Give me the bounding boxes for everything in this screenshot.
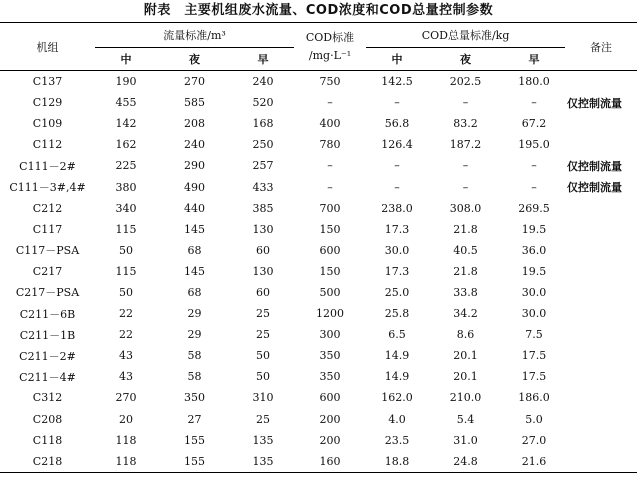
cod-total-early-cell: 180.0 bbox=[518, 75, 550, 89]
cod-total-mid-cell: 56.8 bbox=[384, 117, 410, 131]
flow-night-cell: 29 bbox=[187, 307, 202, 321]
flow-early-cell: 50 bbox=[256, 349, 270, 363]
unit-cell: C117－PSA bbox=[15, 244, 80, 258]
flow-night-cell: 58 bbox=[187, 370, 202, 384]
unit-cell: C218 bbox=[0, 451, 95, 473]
table-row bbox=[0, 71, 637, 93]
flow-early-cell: 250 bbox=[252, 138, 274, 152]
cod-total-mid-cell: 17.3 bbox=[384, 264, 410, 278]
cod-total-mid-cell: 14.9 bbox=[384, 370, 410, 384]
cod-total-early-cell: – bbox=[531, 180, 537, 194]
cod-total-early-cell: 19.5 bbox=[521, 222, 547, 236]
flow-night-cell: 350 bbox=[184, 391, 205, 405]
table-row bbox=[0, 113, 637, 134]
header-total-shift-early: 早 bbox=[503, 48, 565, 71]
flow-mid-cell: 22 bbox=[119, 328, 133, 342]
note-cell bbox=[565, 324, 637, 345]
flow-night-cell: 490 bbox=[184, 180, 205, 194]
note-cell bbox=[565, 303, 637, 324]
cod-total-early-cell: 67.2 bbox=[521, 117, 547, 131]
cod-total-mid-cell: – bbox=[394, 159, 400, 173]
flow-early-cell: 25 bbox=[256, 307, 270, 321]
unit-cell: C211－4# bbox=[19, 370, 76, 384]
table-row bbox=[0, 261, 637, 282]
cod-total-night-cell: 20.1 bbox=[453, 370, 478, 384]
cod-standard-cell: 750 bbox=[319, 75, 341, 89]
unit-cell: C211－6B bbox=[19, 307, 76, 321]
flow-mid-cell: 340 bbox=[115, 201, 137, 215]
flow-night-cell: 68 bbox=[187, 285, 202, 299]
header-total-shift-mid: 中 bbox=[366, 48, 428, 71]
unit-cell: C312 bbox=[32, 391, 63, 405]
flow-night-cell: 270 bbox=[184, 75, 205, 89]
header-row-1 bbox=[0, 23, 637, 48]
cod-total-early-cell: 17.5 bbox=[521, 349, 547, 363]
table-row bbox=[0, 282, 637, 303]
unit-cell: C111－2# bbox=[19, 159, 76, 173]
cod-total-mid-cell: 23.5 bbox=[384, 433, 410, 447]
flow-mid-cell: 142 bbox=[115, 117, 137, 131]
note-cell bbox=[565, 451, 637, 473]
unit-cell: C212 bbox=[32, 201, 63, 215]
note-cell: 仅控制流量 bbox=[567, 181, 623, 195]
flow-mid-cell: 118 bbox=[95, 451, 157, 473]
flow-mid-cell: 162 bbox=[115, 138, 137, 152]
unit-cell: C211－2# bbox=[19, 349, 76, 363]
header-flow-shift-early: 早 bbox=[232, 48, 294, 71]
table-row bbox=[0, 387, 637, 408]
flow-mid-cell: 190 bbox=[115, 75, 137, 89]
flow-early-cell: 135 bbox=[252, 433, 274, 447]
cod-total-mid-cell: 17.3 bbox=[384, 222, 410, 236]
flow-night-cell: 145 bbox=[184, 264, 205, 278]
cod-standard-cell: 780 bbox=[319, 138, 341, 152]
header-flow-shift-night: 夜 bbox=[157, 48, 232, 71]
cod-standard-cell: 500 bbox=[319, 285, 341, 299]
header-note: 备注 bbox=[565, 23, 637, 71]
flow-mid-cell: 115 bbox=[115, 222, 137, 236]
unit-cell: C217 bbox=[32, 264, 63, 278]
table-row bbox=[0, 134, 637, 155]
flow-night-cell: 27 bbox=[187, 412, 202, 426]
table-row bbox=[0, 176, 637, 197]
header-cod-standard-line2: /mg·L⁻¹ bbox=[308, 48, 352, 62]
cod-total-mid-cell: 14.9 bbox=[384, 349, 410, 363]
flow-early-cell: 25 bbox=[256, 412, 270, 426]
cod-total-mid-cell: 142.5 bbox=[381, 75, 413, 89]
cod-total-mid-cell: 162.0 bbox=[381, 391, 413, 405]
cod-total-early-cell: 30.0 bbox=[521, 307, 547, 321]
note-cell bbox=[565, 240, 637, 261]
table-title: 附表 主要机组废水流量、COD浓度和COD总量控制参数 bbox=[143, 3, 494, 18]
control-parameters-table bbox=[0, 22, 637, 473]
cod-total-mid-cell: 18.8 bbox=[366, 451, 428, 473]
cod-total-early-cell: 30.0 bbox=[521, 285, 547, 299]
flow-night-cell: 290 bbox=[184, 159, 205, 173]
note-cell bbox=[565, 219, 637, 240]
flow-mid-cell: 22 bbox=[119, 307, 133, 321]
header-cod-total-group: COD总量标准/kg bbox=[366, 23, 565, 48]
flow-night-cell: 208 bbox=[184, 117, 205, 131]
cod-total-night-cell: 187.2 bbox=[449, 138, 482, 152]
cod-standard-cell: 600 bbox=[319, 391, 341, 405]
table-row bbox=[0, 92, 637, 113]
cod-total-early-cell: 7.5 bbox=[525, 328, 543, 342]
flow-mid-cell: 20 bbox=[119, 412, 133, 426]
cod-total-early-cell: 17.5 bbox=[521, 370, 547, 384]
note-cell: 仅控制流量 bbox=[567, 159, 623, 173]
cod-total-mid-cell: 4.0 bbox=[388, 412, 406, 426]
header-flow-group: 流量标准/m³ bbox=[95, 23, 294, 48]
flow-early-cell: 60 bbox=[256, 243, 270, 257]
flow-night-cell: 155 bbox=[157, 451, 232, 473]
unit-cell: C211－1B bbox=[19, 328, 76, 342]
cod-total-early-cell: 5.0 bbox=[525, 412, 543, 426]
flow-mid-cell: 43 bbox=[119, 370, 133, 384]
flow-mid-cell: 380 bbox=[115, 180, 137, 194]
table-row bbox=[0, 345, 637, 366]
cod-total-night-cell: 5.4 bbox=[456, 412, 475, 426]
cod-total-night-cell: 21.8 bbox=[453, 222, 478, 236]
note-cell bbox=[565, 134, 637, 155]
cod-total-mid-cell: 30.0 bbox=[384, 243, 410, 257]
cod-standard-cell: 350 bbox=[319, 349, 341, 363]
note-cell bbox=[565, 345, 637, 366]
flow-early-cell: 257 bbox=[252, 159, 274, 173]
table-row bbox=[0, 240, 637, 261]
note-cell bbox=[565, 282, 637, 303]
cod-total-night-cell: – bbox=[462, 159, 469, 173]
cod-standard-cell: 300 bbox=[319, 328, 341, 342]
flow-night-cell: 145 bbox=[184, 222, 205, 236]
cod-total-night-cell: 202.5 bbox=[449, 75, 482, 89]
flow-mid-cell: 43 bbox=[119, 349, 133, 363]
flow-early-cell: 520 bbox=[252, 96, 274, 110]
flow-early-cell: 168 bbox=[252, 117, 274, 131]
cod-total-early-cell: 269.5 bbox=[518, 201, 550, 215]
flow-early-cell: 130 bbox=[252, 264, 274, 278]
note-cell bbox=[565, 387, 637, 408]
unit-cell: C208 bbox=[32, 412, 63, 426]
cod-standard-cell: 160 bbox=[294, 451, 366, 473]
cod-total-early-cell: 27.0 bbox=[521, 433, 547, 447]
table-row bbox=[0, 451, 637, 473]
unit-cell: C109 bbox=[32, 117, 63, 131]
flow-night-cell: 29 bbox=[187, 328, 202, 342]
cod-total-early-cell: – bbox=[531, 96, 537, 110]
table-row bbox=[0, 155, 637, 176]
cod-total-night-cell: 21.8 bbox=[453, 264, 478, 278]
flow-mid-cell: 50 bbox=[119, 243, 133, 257]
cod-standard-cell: 1200 bbox=[316, 307, 345, 321]
cod-standard-cell: 350 bbox=[319, 370, 341, 384]
cod-total-early-cell: 36.0 bbox=[521, 243, 547, 257]
table-row bbox=[0, 366, 637, 387]
table-body bbox=[0, 71, 637, 473]
cod-total-early-cell: 19.5 bbox=[521, 264, 547, 278]
cod-total-night-cell: 210.0 bbox=[449, 391, 482, 405]
table-row bbox=[0, 409, 637, 430]
note-cell bbox=[565, 198, 637, 219]
cod-standard-cell: 600 bbox=[319, 243, 341, 257]
cod-total-night-cell: 34.2 bbox=[453, 307, 478, 321]
unit-cell: C129 bbox=[32, 96, 63, 110]
flow-mid-cell: 118 bbox=[115, 433, 137, 447]
cod-total-mid-cell: 238.0 bbox=[381, 201, 413, 215]
cod-total-mid-cell: 6.5 bbox=[388, 328, 406, 342]
cod-total-night-cell: 40.5 bbox=[453, 243, 478, 257]
cod-total-night-cell: 308.0 bbox=[449, 201, 482, 215]
flow-early-cell: 310 bbox=[252, 391, 274, 405]
flow-early-cell: 240 bbox=[252, 75, 274, 89]
cod-total-night-cell: 8.6 bbox=[456, 328, 475, 342]
flow-night-cell: 58 bbox=[187, 349, 202, 363]
header-cod-standard bbox=[294, 23, 366, 71]
flow-early-cell: 60 bbox=[256, 285, 270, 299]
flow-early-cell: 130 bbox=[252, 222, 274, 236]
table-row bbox=[0, 430, 637, 451]
note-cell bbox=[565, 430, 637, 451]
unit-cell: C112 bbox=[32, 138, 63, 152]
cod-total-night-cell: 20.1 bbox=[453, 349, 478, 363]
flow-mid-cell: 225 bbox=[115, 159, 137, 173]
cod-standard-cell: 400 bbox=[319, 117, 341, 131]
cod-total-mid-cell: – bbox=[394, 180, 400, 194]
table-row bbox=[0, 303, 637, 324]
note-cell bbox=[565, 409, 637, 430]
cod-standard-cell: – bbox=[327, 180, 333, 194]
note-cell bbox=[565, 366, 637, 387]
flow-early-cell: 385 bbox=[252, 201, 274, 215]
header-cod-standard-line1: COD标准 bbox=[305, 30, 355, 44]
flow-mid-cell: 270 bbox=[115, 391, 137, 405]
cod-total-mid-cell: – bbox=[394, 96, 400, 110]
header-total-shift-night: 夜 bbox=[428, 48, 503, 71]
flow-mid-cell: 455 bbox=[115, 96, 137, 110]
cod-total-early-cell: 21.6 bbox=[503, 451, 565, 473]
cod-total-night-cell: – bbox=[462, 96, 469, 110]
flow-night-cell: 68 bbox=[187, 243, 202, 257]
flow-mid-cell: 115 bbox=[115, 264, 137, 278]
note-cell bbox=[565, 113, 637, 134]
unit-cell: C137 bbox=[32, 75, 63, 89]
unit-cell: C118 bbox=[32, 433, 63, 447]
unit-cell: C217－PSA bbox=[15, 286, 80, 300]
cod-total-night-cell: 31.0 bbox=[453, 433, 478, 447]
flow-night-cell: 155 bbox=[184, 433, 205, 447]
cod-total-mid-cell: 25.8 bbox=[384, 307, 410, 321]
cod-standard-cell: 200 bbox=[319, 412, 341, 426]
header-unit: 机组 bbox=[0, 23, 95, 71]
flow-night-cell: 240 bbox=[184, 138, 205, 152]
cod-total-mid-cell: 25.0 bbox=[384, 285, 410, 299]
unit-cell: C117 bbox=[32, 222, 63, 236]
flow-mid-cell: 50 bbox=[119, 285, 133, 299]
table-row bbox=[0, 198, 637, 219]
cod-standard-cell: 150 bbox=[319, 222, 341, 236]
cod-total-early-cell: 195.0 bbox=[518, 138, 550, 152]
cod-total-night-cell: – bbox=[462, 180, 469, 194]
flow-early-cell: 135 bbox=[232, 451, 294, 473]
flow-early-cell: 25 bbox=[256, 328, 270, 342]
cod-standard-cell: – bbox=[327, 159, 333, 173]
cod-total-night-cell: 24.8 bbox=[428, 451, 503, 473]
flow-night-cell: 440 bbox=[184, 201, 205, 215]
header-flow-shift-mid: 中 bbox=[95, 48, 157, 71]
note-cell bbox=[565, 71, 637, 93]
flow-night-cell: 585 bbox=[184, 96, 205, 110]
cod-standard-cell: 700 bbox=[319, 201, 341, 215]
table-row bbox=[0, 324, 637, 345]
cod-standard-cell: – bbox=[327, 96, 333, 110]
table-row bbox=[0, 219, 637, 240]
flow-early-cell: 433 bbox=[252, 180, 274, 194]
cod-standard-cell: 150 bbox=[319, 264, 341, 278]
cod-total-night-cell: 33.8 bbox=[453, 285, 478, 299]
cod-total-early-cell: – bbox=[531, 159, 537, 173]
cod-total-early-cell: 186.0 bbox=[518, 391, 550, 405]
note-cell bbox=[565, 261, 637, 282]
cod-total-mid-cell: 126.4 bbox=[381, 138, 413, 152]
cod-total-night-cell: 83.2 bbox=[453, 117, 478, 131]
unit-cell: C111－3#,4# bbox=[9, 181, 86, 195]
cod-standard-cell: 200 bbox=[319, 433, 341, 447]
note-cell: 仅控制流量 bbox=[567, 96, 623, 110]
flow-early-cell: 50 bbox=[256, 370, 270, 384]
